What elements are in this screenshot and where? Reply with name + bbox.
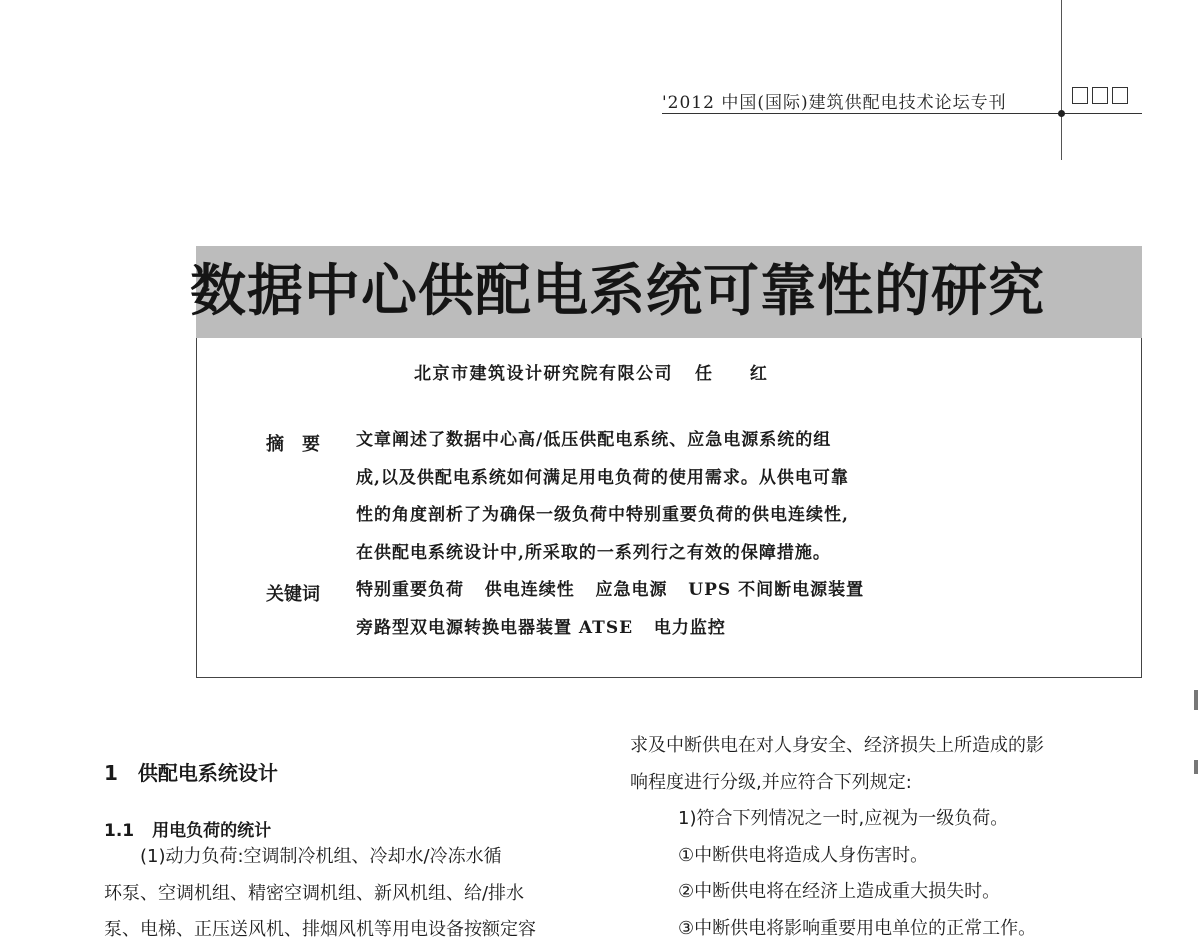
header-decorative-boxes	[1072, 87, 1128, 104]
abstract-line: 文章阐述了数据中心高/低压供配电系统、应急电源系统的组	[356, 430, 832, 450]
paragraph-line: 环泵、空调机组、精密空调机组、新风机组、给/排水	[104, 882, 525, 904]
paragraph-line: 泵、电梯、正压送风机、排烟风机等用电设备按额定容	[104, 919, 536, 940]
header-dot	[1058, 110, 1065, 117]
list-item: ②中断供电将在经济上造成重大损失时。	[678, 881, 1001, 902]
paper-title: 数据中心供配电系统可靠性的研究	[190, 259, 1045, 324]
section-title: 供配电系统设计	[137, 761, 278, 785]
scan-artifact	[1194, 760, 1198, 774]
right-column-text	[630, 728, 1044, 947]
abstract-label: 摘要	[266, 434, 338, 455]
subsection-number: 1.1	[104, 821, 135, 841]
journal-header: '2012 中国(国际)建筑供配电技术论坛专刊	[662, 93, 1007, 113]
header-vertical-rule	[1061, 0, 1062, 160]
abstract-line: 性的角度剖析了为确保一级负荷中特别重要负荷的供电连续性,	[356, 505, 849, 525]
keywords-line: 特别重要负荷 供电连续性 应急电源 UPS 不间断电源装置	[356, 580, 865, 600]
abstract-line: 在供配电系统设计中,所采取的一系列行之有效的保障措施。	[356, 542, 831, 563]
subsection-heading	[104, 816, 271, 841]
paragraph-line: 响程度进行分级,并应符合下列规定:	[630, 771, 912, 793]
decorative-box	[1092, 87, 1108, 104]
header-rule	[662, 113, 1142, 114]
decorative-box	[1112, 87, 1128, 104]
abstract-text	[356, 422, 956, 572]
subsection-title: 用电负荷的统计	[152, 821, 272, 841]
paragraph-line: (1)动力负荷:空调制冷机组、冷却水/冷冻水循	[140, 846, 502, 867]
scan-artifact	[1194, 690, 1198, 710]
author-affiliation: 北京市建筑设计研究院有限公司	[414, 364, 673, 384]
keywords-line: 旁路型双电源转换电器装置 ATSE 电力监控	[356, 617, 726, 638]
left-column-text	[104, 839, 536, 949]
keywords-text	[356, 572, 956, 647]
section-number: 1	[104, 761, 118, 785]
paragraph-line: 求及中断供电在对人身安全、经济损失上所造成的影	[630, 735, 1044, 756]
section-heading	[104, 757, 278, 786]
decorative-box	[1072, 87, 1088, 104]
abstract-line: 成,以及供配电系统如何满足用电负荷的使用需求。从供电可靠	[356, 467, 849, 488]
list-item: ③中断供电将影响重要用电单位的正常工作。	[678, 917, 1037, 939]
keywords-label: 关键词	[266, 584, 320, 605]
author-line	[414, 359, 783, 384]
author-name: 任 红	[695, 364, 783, 384]
list-item: ①中断供电将造成人身伤害时。	[678, 844, 929, 866]
list-item: 1)符合下列情况之一时,应视为一级负荷。	[678, 808, 1009, 829]
